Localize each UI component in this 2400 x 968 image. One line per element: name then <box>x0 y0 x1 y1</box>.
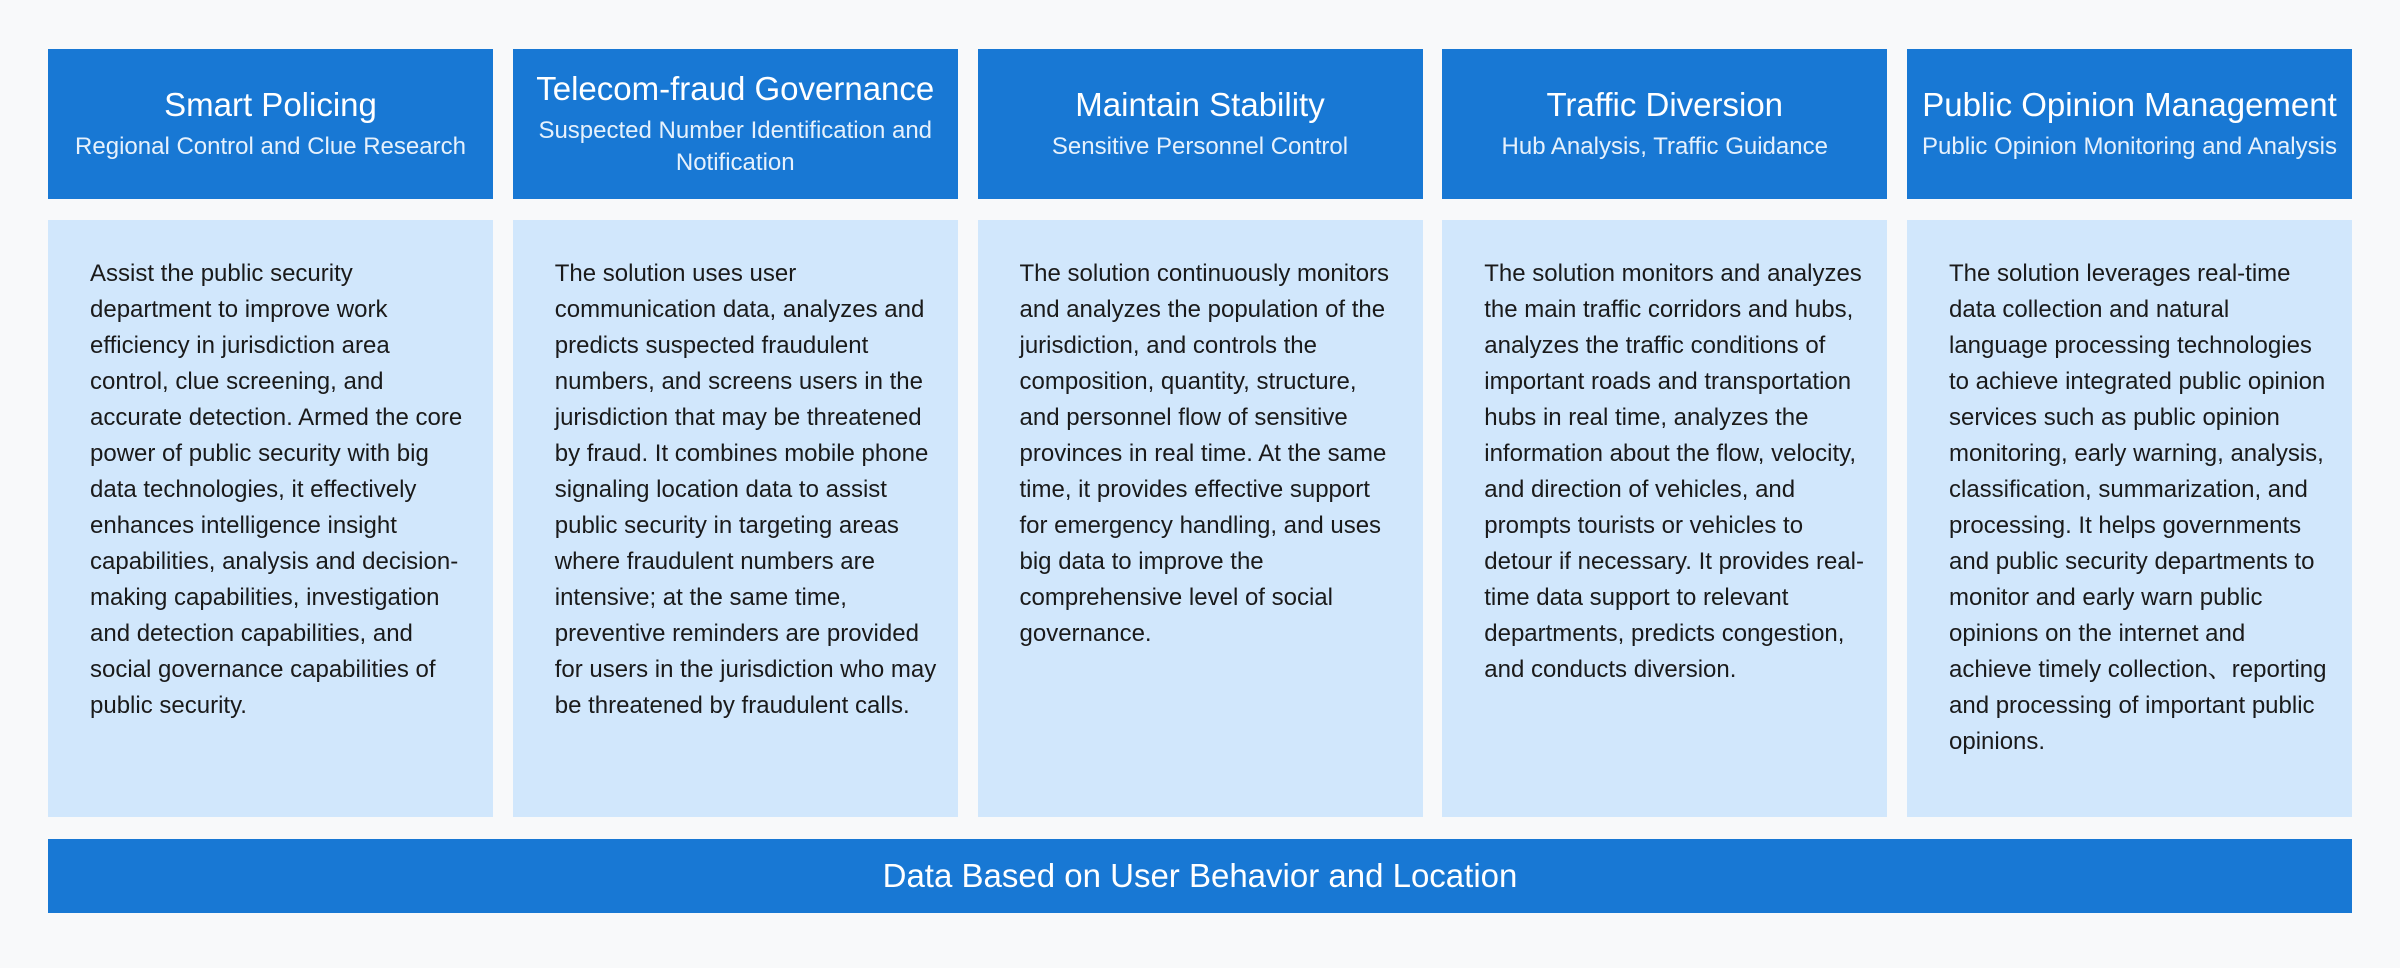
column-description: The solution leverages real-time data collection and natural language processing technologies to achieve integrated public opinion services such as public opinion monitoring, early warning, analysis, classification, summarization, and processing. It helps governments and public security departments to monitor and early warn public opinions on the internet and achieve timely collection、reporting and processing of important public opinions. <box>1907 220 2352 817</box>
column-telecom-fraud-governance <box>513 49 958 817</box>
column-subtitle: Public Opinion Monitoring and Analysis <box>1922 133 2337 160</box>
column-subtitle: Sensitive Personnel Control <box>1051 133 1349 160</box>
scenario-columns <box>48 49 2352 817</box>
column-header <box>1442 49 1887 199</box>
column-header <box>978 49 1423 199</box>
column-title: Maintain Stability <box>1075 86 1325 123</box>
column-subtitle: Suspected Number Identification and Notification <box>538 117 933 176</box>
column-subtitle: Regional Control and Clue Research <box>75 133 466 160</box>
data-foundation-bar <box>48 839 2352 913</box>
column-maintain-stability <box>978 49 1423 817</box>
column-header <box>48 49 493 199</box>
data-foundation-label: Data Based on User Behavior and Location <box>882 857 1518 894</box>
column-description: The solution uses user communication data, analyzes and predicts suspected fraudulent numbers, and screens users in the jurisdiction that may be threatened by fraud. It combines mobile phone signaling location data to assist public security in targeting areas where fraudulent numbers are intensive; at the same time, preventive reminders are provided for users in the jurisdiction who may be threatened by fraudulent calls. <box>513 220 958 817</box>
column-traffic-diversion <box>1442 49 1887 817</box>
column-header <box>513 49 958 199</box>
column-smart-policing <box>48 49 493 817</box>
column-description: The solution continuously monitors and analyzes the population of the jurisdiction, and controls the composition, quantity, structure, and personnel flow of sensitive provinces in real time. At the same time, it provides effective support for emergency handling, and uses big data to improve the comprehensive level of social governance. <box>978 220 1423 817</box>
column-description: Assist the public security department to improve work efficiency in jurisdiction area control, clue screening, and accurate detection. Armed the core power of public security with big data technologies, it effectively enhances intelligence insight capabilities, analysis and decision-making capabilities, investigation and detection capabilities, and social governance capabilities of public security. <box>48 220 493 817</box>
column-title: Traffic Diversion <box>1546 86 1784 123</box>
column-title: Smart Policing <box>164 86 377 123</box>
column-public-opinion-management <box>1907 49 2352 817</box>
column-title: Public Opinion Management <box>1922 86 2337 123</box>
column-header <box>1907 49 2352 199</box>
column-description: The solution monitors and analyzes the main traffic corridors and hubs, analyzes the traffic conditions of important roads and transportation hubs in real time, analyzes the information about the flow, velocity, and direction of vehicles, and prompts tourists or vehicles to detour if necessary. It provides real-time data support to relevant departments, predicts congestion, and conducts diversion. <box>1442 220 1887 817</box>
column-subtitle: Hub Analysis, Traffic Guidance <box>1501 133 1828 160</box>
column-title: Telecom-fraud Governance <box>536 70 935 107</box>
